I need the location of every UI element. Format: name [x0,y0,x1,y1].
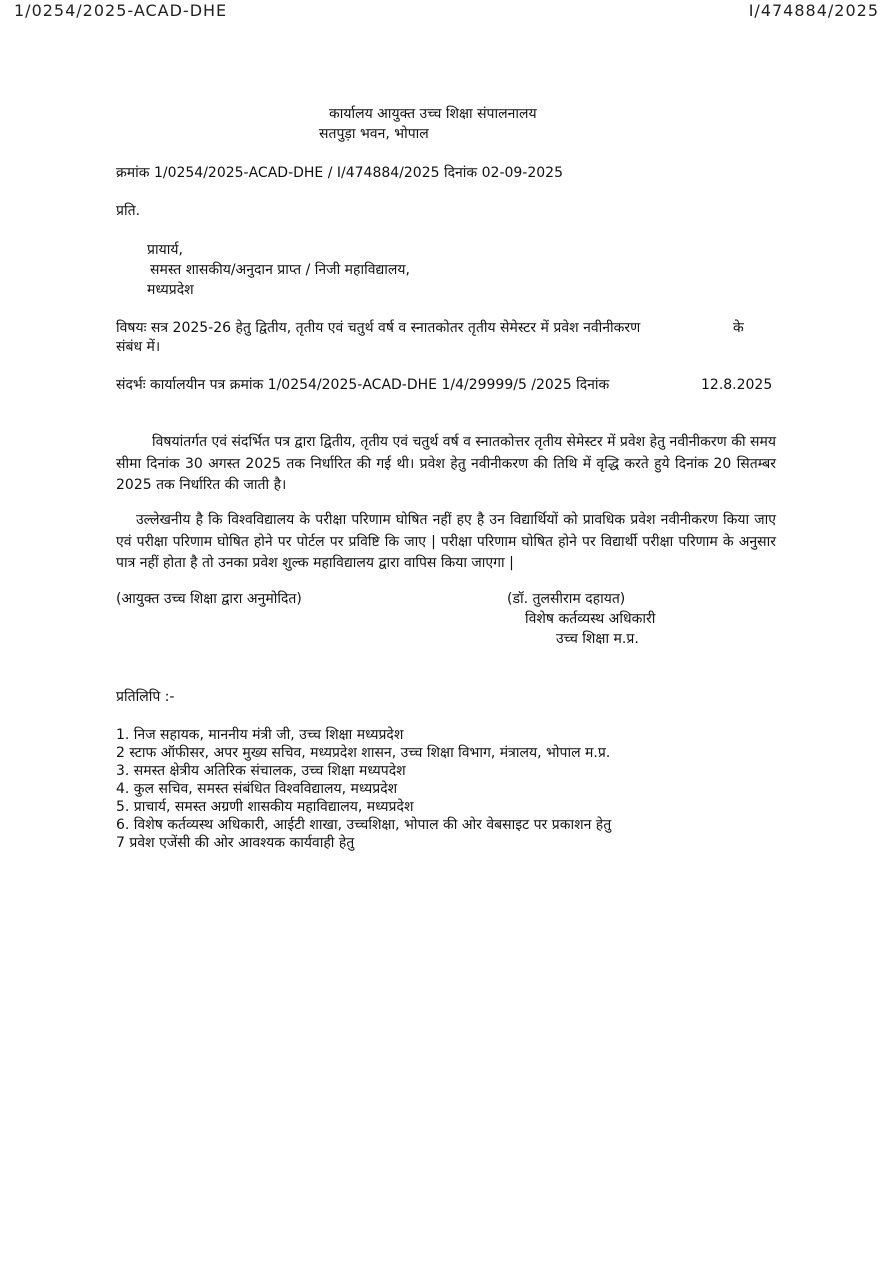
header-inward-number: I/474884/2025 [748,1,879,20]
list-item: 1. निज सहायक, माननीय मंत्री जी, उच्च शिक्षा मध्यप्रदेश [116,727,404,743]
body-paragraph-1 [116,432,776,497]
reference-number: क्रमांक 1/0254/2025-ACAD-DHE / I/474884/2025 दिनांक 02-09-2025 [116,165,563,181]
office-name: कार्यालय आयुक्त उच्च शिक्षा संपालनालय [329,106,537,122]
addressee-institutions: समस्त शासकीय/अनुदान प्राप्त / निजी महाविद्यालय, [150,262,410,278]
approval-note: (आयुक्त उच्च शिक्षा द्वारा अनुमोदित) [116,591,302,607]
signatory-designation: विशेष कर्तव्यस्थ अधिकारी [525,611,656,627]
copy-heading: प्रतिलिपि :- [116,689,175,705]
signatory-office: उच्च शिक्षा म.प्र. [556,631,639,647]
body-paragraph-2-text: उल्लेखनीय है कि विश्वविद्यालय के परीक्षा परिणाम घोषित नहीं हए है उन विद्यार्थियों को प्रावधिक प्रवेश नवीनीकरण किया जाए एवं परीक्षा परिणाम घोषित होने पर पोर्टल पर प्रविष्टि कि जाए | परीक्षा परिणाम घोषित होने पर विद्यार्थी परीक्षा परिणाम के अनुसार पात्र नहीं होता है तो उनका प्रवेश शुल्क महाविद्यालय द्वारा वापिस किया जाएगा | [116,512,776,571]
to-prefix: प्रति. [116,203,141,219]
subject-line-end: के [733,320,744,336]
header-file-number: 1/0254/2025-ACAD-DHE [14,1,228,20]
addressee-title: प्रायार्य, [147,242,183,258]
office-address: सतपुड़ा भवन, भोपाल [319,126,429,142]
copy-list [116,726,611,852]
list-item: 6. विशेष कर्तव्यस्थ अधिकारी, आईटी शाखा, उच्चशिक्षा, भोपाल की ओर वेबसाइट पर प्रकाशन हेतु [116,817,612,833]
addressee-state: मध्यप्रदेश [147,282,194,298]
list-item: 5. प्राचार्य, समस्त अग्रणी शासकीय महाविद्यालय, मध्यप्रदेश [116,799,414,815]
signatory-name: (डॉ. तुलसीराम दहायत) [507,591,626,607]
list-item: 4. कुल सचिव, समस्त संबंधित विश्वविद्यालय, मध्यप्रदेश [116,781,398,797]
body-paragraph-1-text: विषयांतर्गत एवं संदर्भित पत्र द्वारा द्वितीय, तृतीय एवं चतुर्थ वर्ष व स्नातकोत्तर तृतीय सेमेस्टर में प्रवेश हेतु नवीनीकरण की समय सीमा दिनांक 30 अगस्त 2025 तक निर्धारित की गई थी। प्रवेश हेतु नवीनीकरण की तिथि में वृद्धि करते हुये दिनांक 20 सितम्बर 2025 तक निर्धारित की जाती है। [116,434,776,493]
list-item: 7 प्रवेश एजेंसी की ओर आवश्यक कार्यवाही हेतु [116,835,355,851]
subject-line-2: संबंध में। [116,339,161,355]
body-paragraph-2 [116,510,776,575]
reference-letter: संदर्भः कार्यालयीन पत्र क्रमांक 1/0254/2025-ACAD-DHE 1/4/29999/5 /2025 दिनांक [116,377,610,393]
subject-line: विषयः सत्र 2025-26 हेतु द्वितीय, तृतीय एवं चतुर्थ वर्ष व स्नातकोतर तृतीय सेमेस्टर में प्रवेश नवीनीकरण [116,320,641,336]
list-item: 2 स्टाफ ऑफीसर, अपर मुख्य सचिव, मध्यप्रदेश शासन, उच्च शिक्षा विभाग, मंत्रालय, भोपाल म.प्र. [116,745,611,761]
list-item: 3. समस्त क्षेत्रीय अतिरिक संचालक, उच्च शिक्षा मध्यपदेश [116,763,406,779]
reference-date: 12.8.2025 [701,377,773,393]
